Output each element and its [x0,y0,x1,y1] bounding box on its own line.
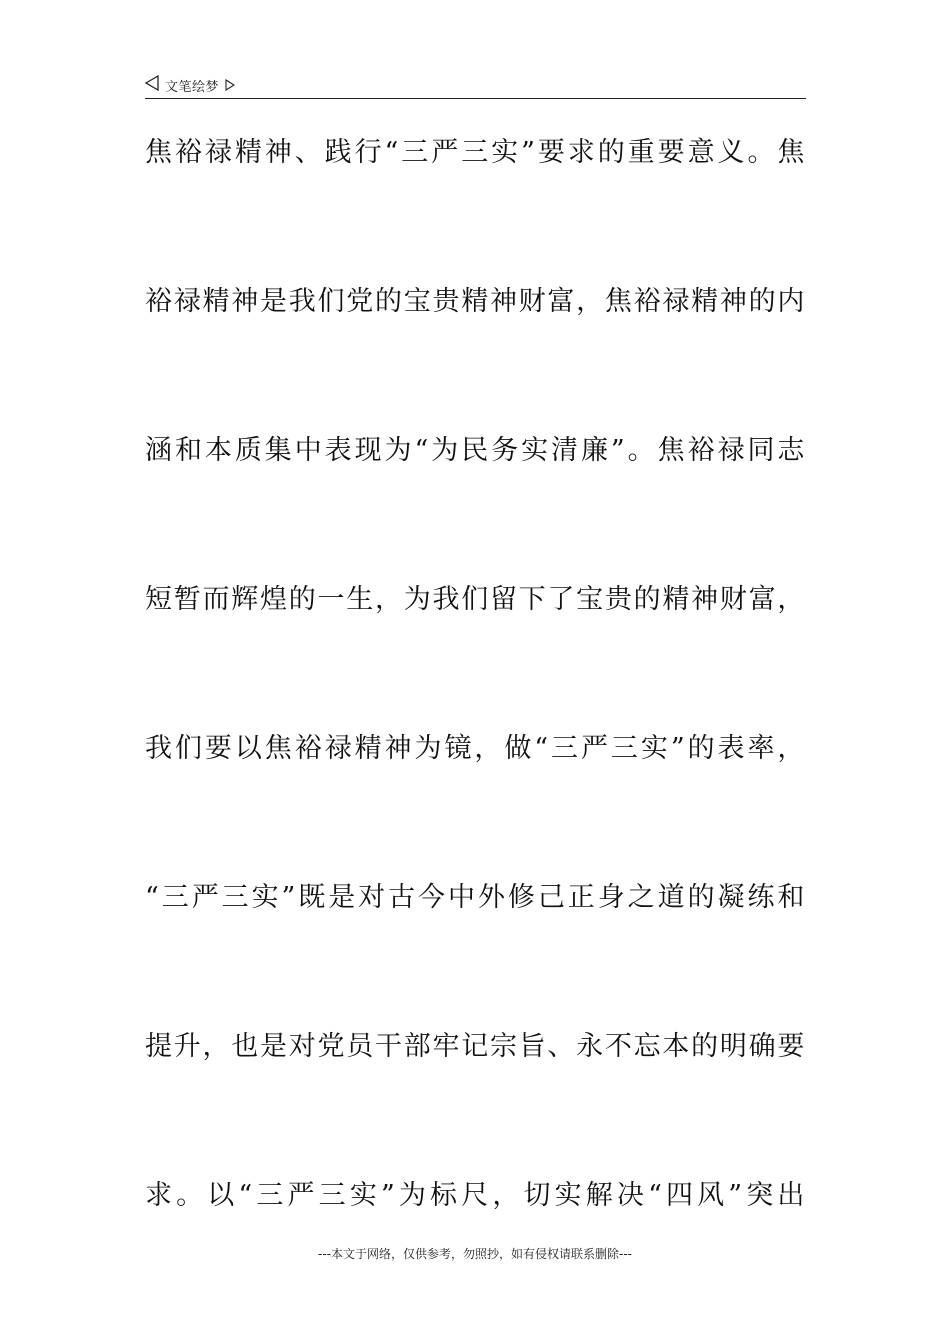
page-footer-disclaimer: ---本文于网络，仅供参考，勿照抄，如有侵权请联系删除--- [318,1247,632,1261]
triangle-left-icon [145,75,159,95]
body-text-line: 求。以“三严三实”为标尺，切实解决“四风”突出 [145,1180,806,1211]
body-text-line: 我们要以焦裕禄精神为镜，做“三严三实”的表率， [145,733,806,764]
body-text-line: 焦裕禄精神、践行“三严三实”要求的重要意义。焦 [145,137,806,168]
body-text-line: 涵和本质集中表现为“为民务实清廉”。焦裕禄同志 [145,435,806,466]
body-text-line: 短暂而辉煌的一生，为我们留下了宝贵的精神财富， [145,584,806,615]
header-brand: 文笔绘梦 [165,79,220,95]
body-text-line: “三严三实”既是对古今中外修己正身之道的凝练和 [145,882,806,913]
body-text-line: 裕禄精神是我们党的宝贵精神财富，焦裕禄精神的内 [145,286,806,317]
body-text-line: 提升，也是对党员干部牢记宗旨、永不忘本的明确要 [145,1031,806,1062]
page-header [145,74,806,99]
triangle-right-icon [225,76,235,95]
